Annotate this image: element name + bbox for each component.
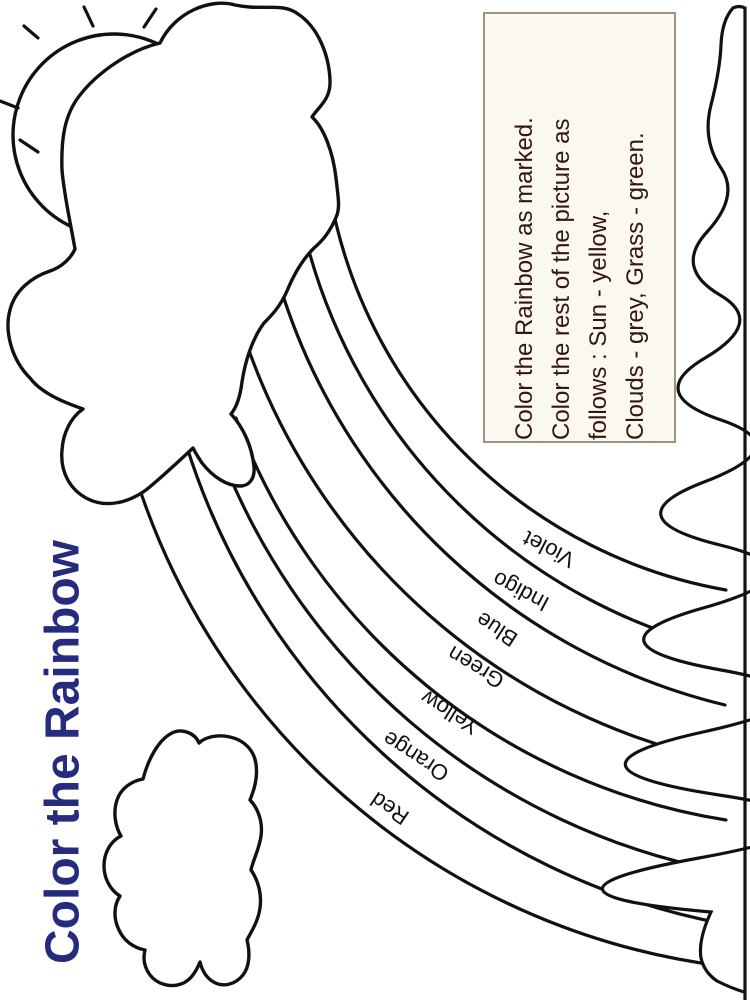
rainbow-band-label-green: Green bbox=[443, 640, 509, 694]
small-cloud-icon bbox=[104, 731, 261, 986]
rainbow-band-label-yellow: Yellow bbox=[416, 685, 483, 740]
rainbow-band-label-orange: Orange bbox=[378, 725, 454, 787]
instruction-line: Color the Rainbow as marked. bbox=[510, 116, 538, 440]
rainbow-band-label-violet: Violet bbox=[518, 525, 579, 573]
instruction-line: follows : Sun - yellow, bbox=[584, 210, 612, 440]
instruction-line: Color the rest of the picture as bbox=[547, 118, 575, 440]
page-title: Color the Rainbow bbox=[36, 540, 90, 964]
sun-ray-icon bbox=[24, 26, 38, 38]
sun-ray-icon bbox=[0, 101, 18, 108]
rainbow-band-label-indigo: Indigo bbox=[488, 566, 554, 617]
sun-ray-icon bbox=[144, 9, 156, 27]
rainbow-band-label-blue: Blue bbox=[471, 606, 523, 652]
sun-ray-icon bbox=[84, 7, 93, 26]
instructions-box bbox=[483, 12, 676, 443]
instruction-line: Clouds - grey, Grass - green. bbox=[621, 131, 649, 440]
rainbow-band-label-red: Red bbox=[366, 786, 414, 831]
instructions-text bbox=[506, 16, 654, 440]
